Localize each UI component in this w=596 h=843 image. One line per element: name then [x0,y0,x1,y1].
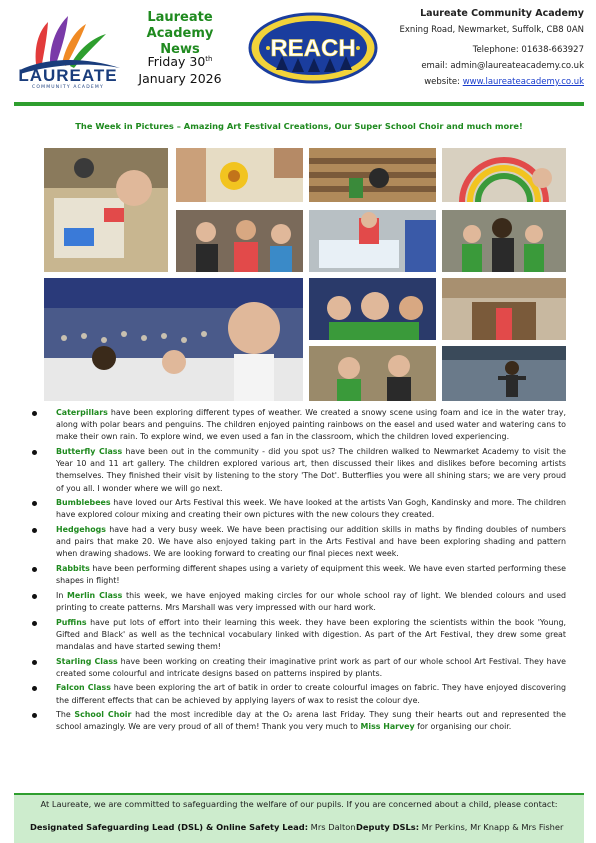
list-item [32,682,566,706]
list-item [32,590,566,614]
class-name: Puffins [56,617,87,627]
list-item [32,617,566,654]
deputy-names: Mr Perkins, Mr Knapp & Mrs Fisher [419,822,564,832]
date-day: Friday 30 [147,54,206,70]
photo-arena-choir [44,278,303,401]
class-name: Butterfly Class [56,447,123,456]
bullet-icon [32,450,37,455]
list-item [32,407,566,444]
bullet-icon [32,528,37,533]
week-in-pictures-title: The Week in Pictures – Amazing Art Festival Creations, Our Super School Choir and much more! [75,121,523,131]
item-text: have put lots of effort into their learning this week. they have been exploring the scientists within the book 'Young, Gifted and Black' as well as the technical vocabulary linked with digestion. As part of the Art Festival, they drew some great mandalas and have started sewing them! [56,617,566,651]
photo-water-tray [309,210,436,272]
list-item [32,446,566,495]
item-text: have been out in the community - did you spot us? The children walked to Newmarket Academy to visit the Year 10 and 11 art gallery. The children explored various art, then discussed their likes and dislikes before becoming artists themselves. They finished their visit by listening to the story 'The Dot'. Butterflies you were all shining stars; we are very proud of you all. I wonder where we will go next. [56,447,566,493]
class-name: Bumblebees [56,498,111,508]
reach-logo [248,12,378,84]
date-suffix: th [205,55,213,63]
list-item [32,709,566,733]
dsl-contact [30,822,356,832]
bullet-icon [32,713,37,718]
photo-selfie-children [309,278,436,340]
bullet-icon [32,621,37,626]
class-news-list [32,407,566,736]
photo-children-dancing [176,210,303,272]
school-contact-block [380,6,584,90]
school-address: Exning Road, Newmarket, Suffolk, CB8 0AN [399,25,584,35]
website-label: website: [424,77,460,87]
dsl-name: Mrs Dalton [308,822,356,832]
highlight-name: Miss Harvey [360,722,415,732]
class-name: Starling Class [56,656,118,666]
school-name: Laureate Community Academy [420,8,584,19]
item-text: have been working on creating their imaginative print work as part of our whole school Art Festival. They have created some colourful and intricate designs based on patterns inspired by plants. [56,656,566,678]
item-text: have loved our Arts Festival this week. We have looked at the artists Van Gogh, Kandinsky and more. The children have explored colour mixing and creating their own pictures with the new colours they created. [56,498,566,520]
deputy-dsl-contact [356,822,563,832]
photo-sunflower-painting [176,148,303,202]
reach-logo-text: REACH [270,35,356,62]
class-name: Caterpillars [56,408,108,417]
class-name: School Choir [74,710,132,720]
photo-school-hall [442,278,566,340]
bullet-icon [32,686,37,691]
bullet-icon [32,660,37,665]
item-text: had the most incredible day at the O₂ arena last Friday. They sung their hearts out and represented the school amazingly. We are very proud of all of them! Thank you very much to [56,710,567,732]
bullet-icon [32,567,37,572]
bullet-icon [32,501,37,506]
photo-painting-table [44,148,168,272]
photo-rainbow-classroom [442,148,566,202]
list-item [32,497,566,521]
list-item [32,656,566,680]
deputy-label: Deputy DSLs: [356,822,420,832]
class-name: Merlin Class [67,590,123,600]
safeguarding-statement: At Laureate, we are committed to safeguarding the welfare of our pupils. If you are concerned about a child, please contact: [40,799,558,809]
list-item [32,524,566,561]
photo-class-group [442,210,566,272]
logo-subtext: COMMUNITY ACADEMY [32,85,104,90]
dsl-label: Designated Safeguarding Lead (DSL) & Online Safety Lead: [30,822,309,832]
date-month-year: January 2026 [138,71,222,87]
newsletter-title-line1: Laureate [147,10,213,25]
logo-wordmark: LAUREATE [18,66,118,85]
school-telephone: Telephone: 01638-663927 [472,45,584,55]
photo-classroom-boys [309,346,436,401]
list-item [32,563,566,587]
photo-gym-dance [442,346,566,401]
newsletter-title-line2: Academy News [146,26,214,57]
newsletter-date [130,51,230,87]
bullet-icon [32,594,37,599]
item-prefix: In [56,590,68,600]
item-prefix: The [56,710,75,720]
header-divider [14,102,584,106]
item-text: have been performing different shapes using a variety of equipment this week. We have even started performing these shapes in flight! [56,564,566,586]
photo-theatre-seats [309,148,436,202]
item-suffix: for organising our choir. [414,722,512,732]
website-link[interactable]: www.laureateacademy.co.uk [462,77,584,87]
item-text: this week, we have enjoyed making circles for our whole school ray of light. We blended colours and used printing to create patterns. Mrs Marshall was very impressed with our hard work. [56,590,566,612]
class-name: Rabbits [56,564,90,573]
item-text: have been exploring the art of batik in order to create colourful images on fabric. They have enjoyed discovering the different effects that can be achieved by applying layers of wax to resist the colour dye. [56,683,566,705]
school-email: email: admin@laureateacademy.co.uk [421,61,584,71]
class-name: Hedgehogs [56,525,106,534]
item-text: have been exploring different types of weather. We created a snowy scene using foam and ice in the water tray, along with polar bears and penguins. The children enjoyed painting rainbows on the easel and used water and watering cans to make their own rain. To explore wind, we even used a fan in the classroom, which the children loved experiencing. [56,408,566,442]
bullet-icon [32,411,37,416]
item-text: have had a very busy week. We have been practising our addition skills in maths by finding doubles of numbers and pairs that make 20. We have also enjoyed taking part in the Arts Festival and have been exploring shading and pattern when drawing shadows. We are looking forward to creating our final pieces next week. [56,525,566,559]
class-name: Falcon Class [56,683,111,693]
